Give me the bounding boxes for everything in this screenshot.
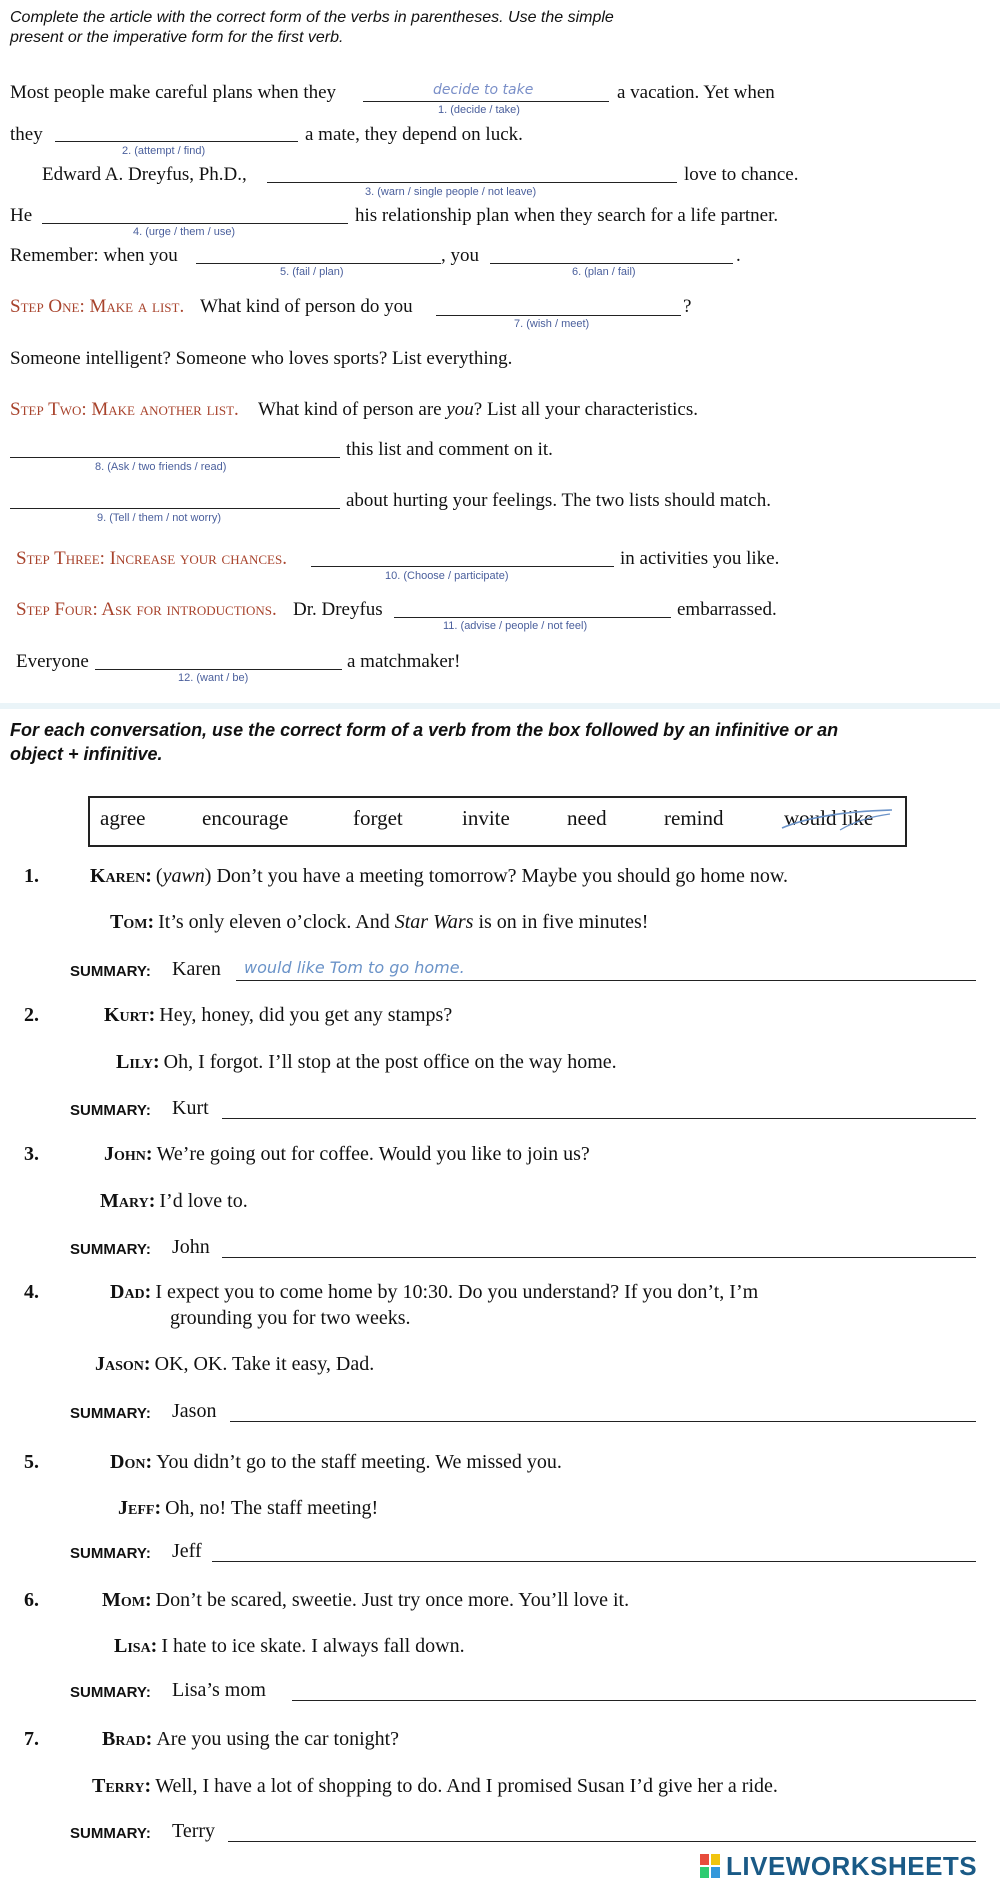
- item-3-number: 3.: [24, 1143, 39, 1165]
- article-line-7: Someone intelligent? Someone who loves sports? List everything.: [10, 348, 513, 369]
- step-one-heading: Step One: Make a list.: [10, 296, 185, 317]
- blank-9[interactable]: [10, 508, 340, 509]
- summary-blank-1[interactable]: [236, 980, 976, 981]
- part2-instructions: For each conversation, use the correct form of a verb from the box followed by an infinitive or an object + infinitive.: [10, 720, 839, 764]
- summary-answer-1: would like Tom to go home.: [244, 958, 465, 977]
- box-word-remind: remind: [664, 806, 724, 830]
- box-word-encourage: encourage: [202, 806, 289, 830]
- item-6-number: 6.: [24, 1589, 39, 1611]
- item-7-line-2: [92, 1775, 778, 1798]
- item-5-number: 5.: [24, 1451, 39, 1473]
- item-1-line-2: [110, 911, 648, 934]
- article-line-6b: ?: [683, 296, 692, 317]
- item-5-line-2: [118, 1497, 378, 1520]
- blank-5[interactable]: [196, 263, 441, 264]
- dialogue-mary: I’d love to.: [159, 1190, 248, 1212]
- hint-2: 2. (attempt / find): [122, 145, 206, 157]
- dialogue-tom: [158, 911, 648, 933]
- blank-8[interactable]: [10, 457, 340, 458]
- item-7-number: 7.: [24, 1728, 39, 1750]
- summary-blank-2[interactable]: [222, 1118, 976, 1119]
- speaker-kurt: Kurt:: [104, 1004, 156, 1026]
- article-line-1b: a vacation. Yet when: [617, 82, 775, 103]
- hint-4: 4. (urge / them / use): [133, 226, 236, 238]
- article-line-13b: a matchmaker!: [347, 651, 461, 672]
- dialogue-brad: Are you using the car tonight?: [156, 1728, 400, 1750]
- speaker-dad: Dad:: [110, 1281, 152, 1303]
- item-1-number: 1.: [24, 865, 39, 887]
- article-line-6a: What kind of person do you: [200, 296, 413, 317]
- summary-subject-2: Kurt: [172, 1097, 209, 1119]
- dialogue-tom-em: Star Wars: [394, 911, 474, 933]
- hint-1: 1. (decide / take): [438, 104, 520, 116]
- article-line-3a: Edward A. Dreyfus, Ph.D.,: [42, 164, 247, 185]
- article-line-5b: , you: [441, 245, 479, 266]
- hint-3: 3. (warn / single people / not leave): [365, 186, 537, 198]
- dialogue-karen-text: ) Don’t you have a meeting tomorrow? Maybe you should go home now.: [204, 865, 789, 887]
- blank-3[interactable]: [267, 182, 677, 183]
- article-line-12b: embarrassed.: [677, 599, 777, 620]
- liveworksheets-watermark: [700, 1850, 977, 1882]
- article-line-8-you: you: [446, 399, 474, 420]
- dialogue-terry: Well, I have a lot of shopping to do. And I promised Susan I’d give her a ride.: [155, 1775, 778, 1797]
- article-line-11b: in activities you like.: [620, 548, 780, 569]
- box-word-need: need: [567, 806, 607, 830]
- liveworksheets-logo-icon: [700, 1854, 720, 1878]
- hint-8: 8. (Ask / two friends / read): [95, 461, 227, 473]
- article-line-2a: they: [10, 124, 43, 145]
- blank-10[interactable]: [311, 566, 614, 567]
- summary-blank-4[interactable]: [230, 1421, 976, 1422]
- item-4-line-1: [110, 1281, 758, 1304]
- item-6-line-2: [114, 1635, 465, 1658]
- article-line-8: [258, 399, 698, 421]
- dialogue-karen: [156, 865, 788, 887]
- summary-subject-4: Jason: [172, 1400, 217, 1422]
- dialogue-lily: Oh, I forgot. I’ll stop at the post office on the way home.: [163, 1051, 617, 1073]
- item-2-line-2: [116, 1051, 617, 1074]
- blank-6[interactable]: [490, 263, 733, 264]
- speaker-terry: Terry:: [92, 1775, 152, 1797]
- item-6-line-1: [102, 1589, 629, 1612]
- article-line-1a: Most people make careful plans when they: [10, 82, 337, 103]
- dialogue-dad-cont: grounding you for two weeks.: [170, 1307, 411, 1329]
- article-line-2b: a mate, they depend on luck.: [305, 124, 523, 145]
- dialogue-mom: Don’t be scared, sweetie. Just try once more. You’ll love it.: [155, 1589, 630, 1611]
- summary-blank-5[interactable]: [212, 1561, 976, 1562]
- dialogue-karen-em: yawn: [162, 865, 205, 887]
- item-2-line-1: [104, 1004, 452, 1027]
- dialogue-lisa: I hate to ice skate. I always fall down.: [161, 1635, 465, 1657]
- speaker-mom: Mom:: [102, 1589, 152, 1611]
- hint-12: 12. (want / be): [178, 672, 249, 684]
- article-line-10b: about hurting your feelings. The two lists should match.: [346, 490, 771, 511]
- dialogue-dad: I expect you to come home by 10:30. Do you understand? If you don’t, I’m: [155, 1281, 759, 1303]
- dialogue-karen-pre: (: [155, 865, 163, 887]
- article-line-12a: Dr. Dreyfus: [293, 599, 383, 620]
- summary-subject-1: Karen: [172, 958, 221, 980]
- hint-6: 6. (plan / fail): [572, 266, 636, 278]
- summary-subject-6: Lisa’s mom: [172, 1679, 266, 1701]
- box-word-invite: invite: [462, 806, 510, 830]
- speaker-tom: Tom:: [110, 911, 155, 933]
- step-four-heading: Step Four: Ask for introductions.: [16, 599, 277, 620]
- article-line-3b: love to chance.: [684, 164, 799, 185]
- summary-subject-7: Terry: [172, 1820, 216, 1842]
- box-word-forget: forget: [353, 806, 403, 830]
- item-1-line-1: [90, 865, 788, 888]
- dialogue-tom-text: is on in five minutes!: [473, 911, 649, 933]
- summary-label-5: SUMMARY:: [70, 1545, 151, 1562]
- speaker-don: Don:: [110, 1451, 153, 1473]
- article-line-9b: this list and comment on it.: [346, 439, 553, 460]
- hint-7: 7. (wish / meet): [514, 318, 590, 330]
- hint-5: 5. (fail / plan): [280, 266, 344, 278]
- hint-9: 9. (Tell / them / not worry): [97, 512, 222, 524]
- box-word-would-like: would like: [784, 806, 874, 830]
- section-divider: [0, 703, 1000, 709]
- dialogue-tom-pre: It’s only eleven o’clock. And: [158, 911, 395, 933]
- strike-mark: [780, 804, 895, 836]
- part1-instructions: Complete the article with the correct form of the verbs in parentheses. Use the simple present or the imperative form for the first verb.: [10, 9, 614, 46]
- step-two-heading: Step Two: Make another list.: [10, 399, 239, 420]
- summary-blank-7[interactable]: [228, 1841, 976, 1842]
- speaker-jason: Jason:: [95, 1353, 151, 1375]
- dialogue-don: You didn’t go to the staff meeting. We missed you.: [156, 1451, 562, 1473]
- article-line-8a: What kind of person are: [258, 399, 442, 420]
- dialogue-kurt: Hey, honey, did you get any stamps?: [159, 1004, 453, 1026]
- liveworksheets-text: LIVEWORKSHEETS: [726, 1850, 978, 1881]
- item-4-line-2: [95, 1353, 374, 1376]
- item-7-line-1: [102, 1728, 399, 1751]
- summary-blank-6[interactable]: [292, 1700, 976, 1701]
- article-line-5a: Remember: when you: [10, 245, 178, 266]
- speaker-john: John:: [104, 1143, 153, 1165]
- item-5-line-1: [110, 1451, 562, 1474]
- summary-label-7: SUMMARY:: [70, 1825, 151, 1842]
- blank-12[interactable]: [95, 669, 342, 670]
- speaker-lisa: Lisa:: [114, 1635, 158, 1657]
- summary-subject-5: Jeff: [172, 1540, 202, 1562]
- summary-label-4: SUMMARY:: [70, 1405, 151, 1422]
- blank-11[interactable]: [394, 617, 671, 618]
- blank-4[interactable]: [42, 223, 348, 224]
- item-2-number: 2.: [24, 1004, 39, 1026]
- summary-label-2: SUMMARY:: [70, 1102, 151, 1119]
- article-line-8b: ? List all your characteristics.: [473, 399, 699, 420]
- summary-label-6: SUMMARY:: [70, 1684, 151, 1701]
- speaker-brad: Brad:: [102, 1728, 153, 1750]
- item-4-number: 4.: [24, 1281, 39, 1303]
- dialogue-jeff: Oh, no! The staff meeting!: [165, 1497, 379, 1519]
- answer-1: decide to take: [433, 82, 534, 98]
- item-3-line-1: [104, 1143, 590, 1166]
- speaker-jeff: Jeff:: [118, 1497, 162, 1519]
- summary-blank-3[interactable]: [222, 1257, 976, 1258]
- speaker-lily: Lily:: [116, 1051, 160, 1073]
- speaker-karen: Karen:: [90, 865, 152, 887]
- speaker-mary: Mary:: [100, 1190, 156, 1212]
- dialogue-john: We’re going out for coffee. Would you like to join us?: [156, 1143, 590, 1165]
- blank-1[interactable]: [363, 101, 609, 102]
- blank-2[interactable]: [55, 141, 298, 142]
- blank-7[interactable]: [436, 315, 681, 316]
- summary-label-3: SUMMARY:: [70, 1241, 151, 1258]
- article-line-4a: He: [10, 205, 33, 226]
- hint-10: 10. (Choose / participate): [385, 570, 509, 582]
- summary-subject-3: John: [172, 1236, 210, 1258]
- dialogue-jason: OK, OK. Take it easy, Dad.: [154, 1353, 375, 1375]
- article-line-13a: Everyone: [16, 651, 89, 672]
- step-three-heading: Step Three: Increase your chances.: [16, 548, 287, 569]
- box-word-agree: agree: [100, 806, 146, 830]
- hint-11: 11. (advise / people / not feel): [443, 620, 588, 632]
- summary-label-1: SUMMARY:: [70, 963, 151, 980]
- article-line-4b: his relationship plan when they search for a life partner.: [355, 205, 779, 226]
- item-3-line-2: [100, 1190, 248, 1213]
- article-line-5c: .: [736, 245, 741, 266]
